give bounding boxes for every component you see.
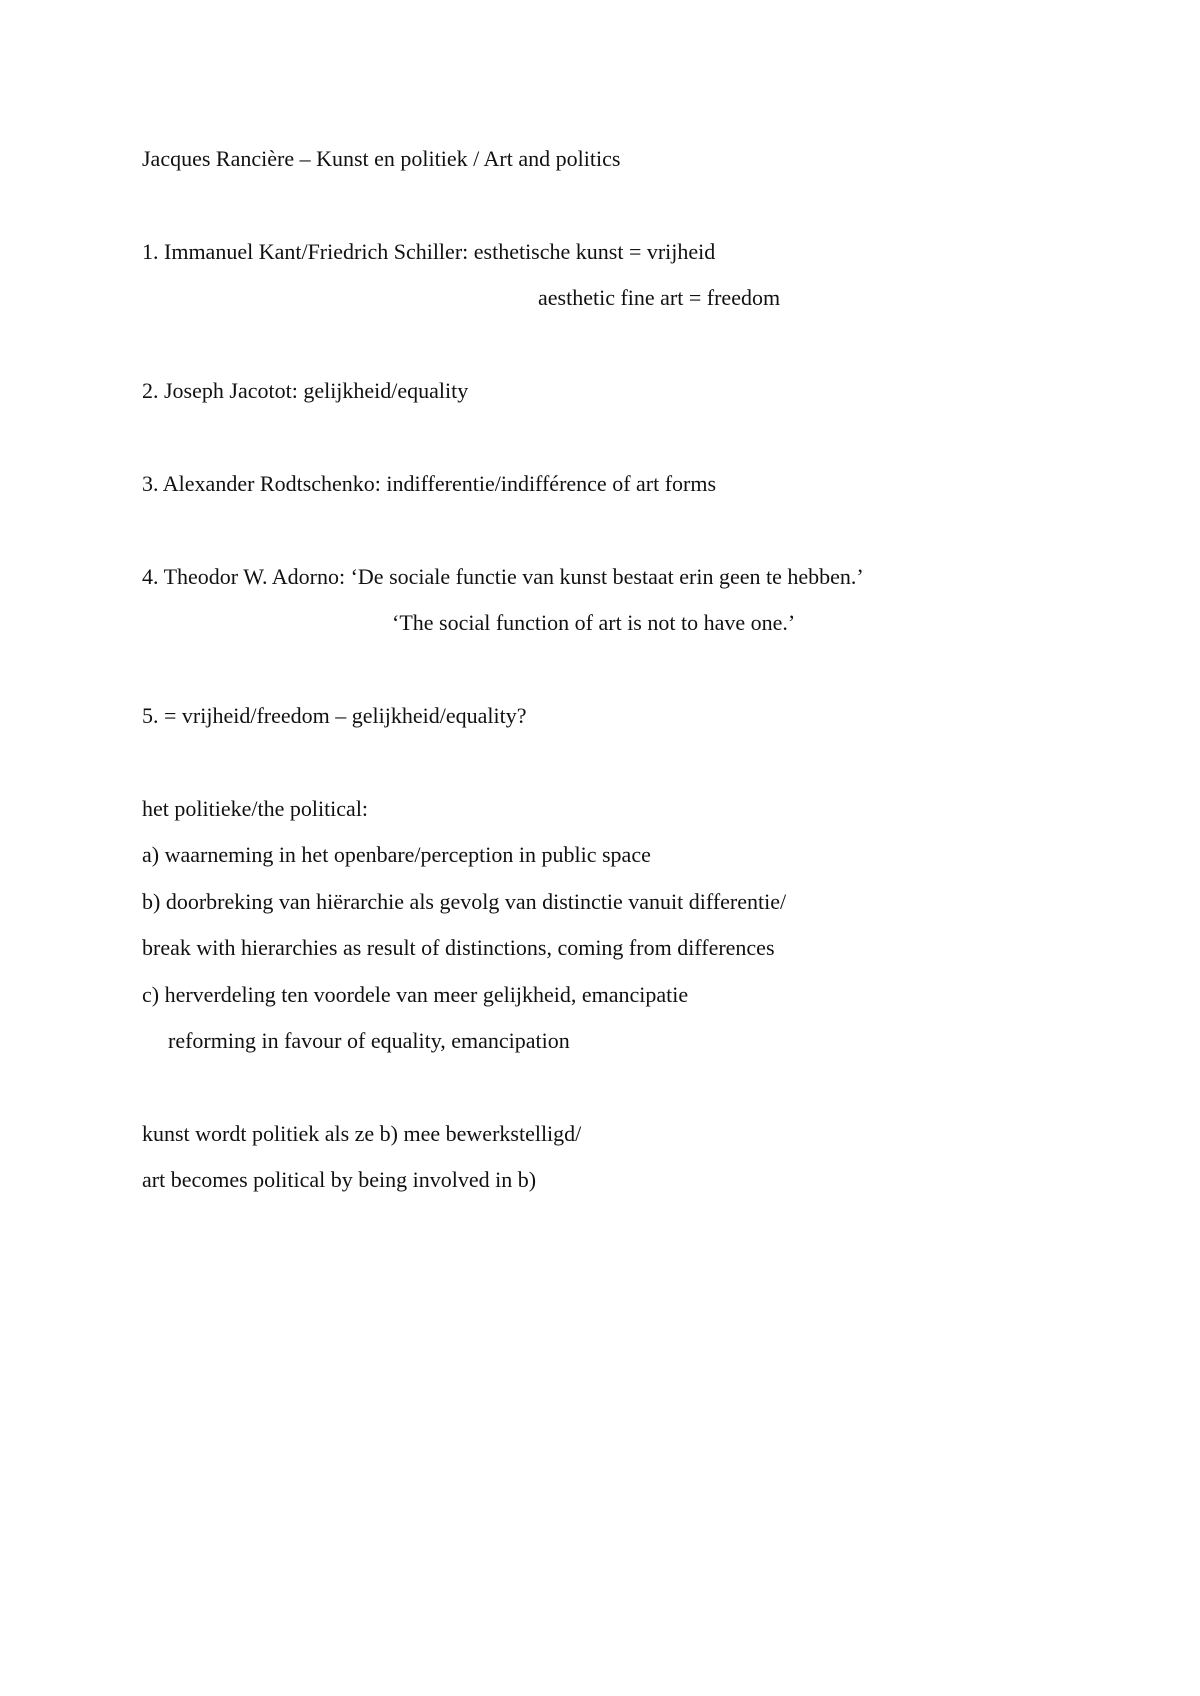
political-point-b-line-2: break with hierarchies as result of distinctions, coming from differences bbox=[142, 935, 775, 960]
political-point-c-line-1: c) herverdeling ten voordele van meer gelijkheid, emancipatie bbox=[142, 982, 689, 1007]
item-1-line-1: 1. Immanuel Kant/Friedrich Schiller: esthetische kunst = vrijheid bbox=[142, 239, 716, 264]
item-3-line-1: 3. Alexander Rodtschenko: indifferentie/indifférence of art forms bbox=[142, 471, 717, 496]
document-title: Jacques Rancière – Kunst en politiek / Art and politics bbox=[142, 146, 621, 171]
item-4-line-2: ‘The social function of art is not to have one.’ bbox=[392, 610, 796, 635]
item-2-line-1: 2. Joseph Jacotot: gelijkheid/equality bbox=[142, 378, 469, 403]
political-point-a: a) waarneming in het openbare/perception in public space bbox=[142, 842, 651, 867]
item-1-line-2: aesthetic fine art = freedom bbox=[538, 285, 781, 310]
political-heading: het politieke/the political: bbox=[142, 796, 369, 821]
political-point-b-line-1: b) doorbreking van hiërarchie als gevolg van distinctie vanuit differentie/ bbox=[142, 889, 787, 914]
conclusion-line-2: art becomes political by being involved in b) bbox=[142, 1167, 537, 1192]
political-point-c-line-2: reforming in favour of equality, emancipation bbox=[168, 1028, 570, 1053]
item-4-line-1: 4. Theodor W. Adorno: ‘De sociale functie van kunst bestaat erin geen te hebben.’ bbox=[142, 564, 864, 589]
item-5-line-1: 5. = vrijheid/freedom – gelijkheid/equality? bbox=[142, 703, 527, 728]
conclusion-line-1: kunst wordt politiek als ze b) mee bewerkstelligd/ bbox=[142, 1121, 582, 1146]
